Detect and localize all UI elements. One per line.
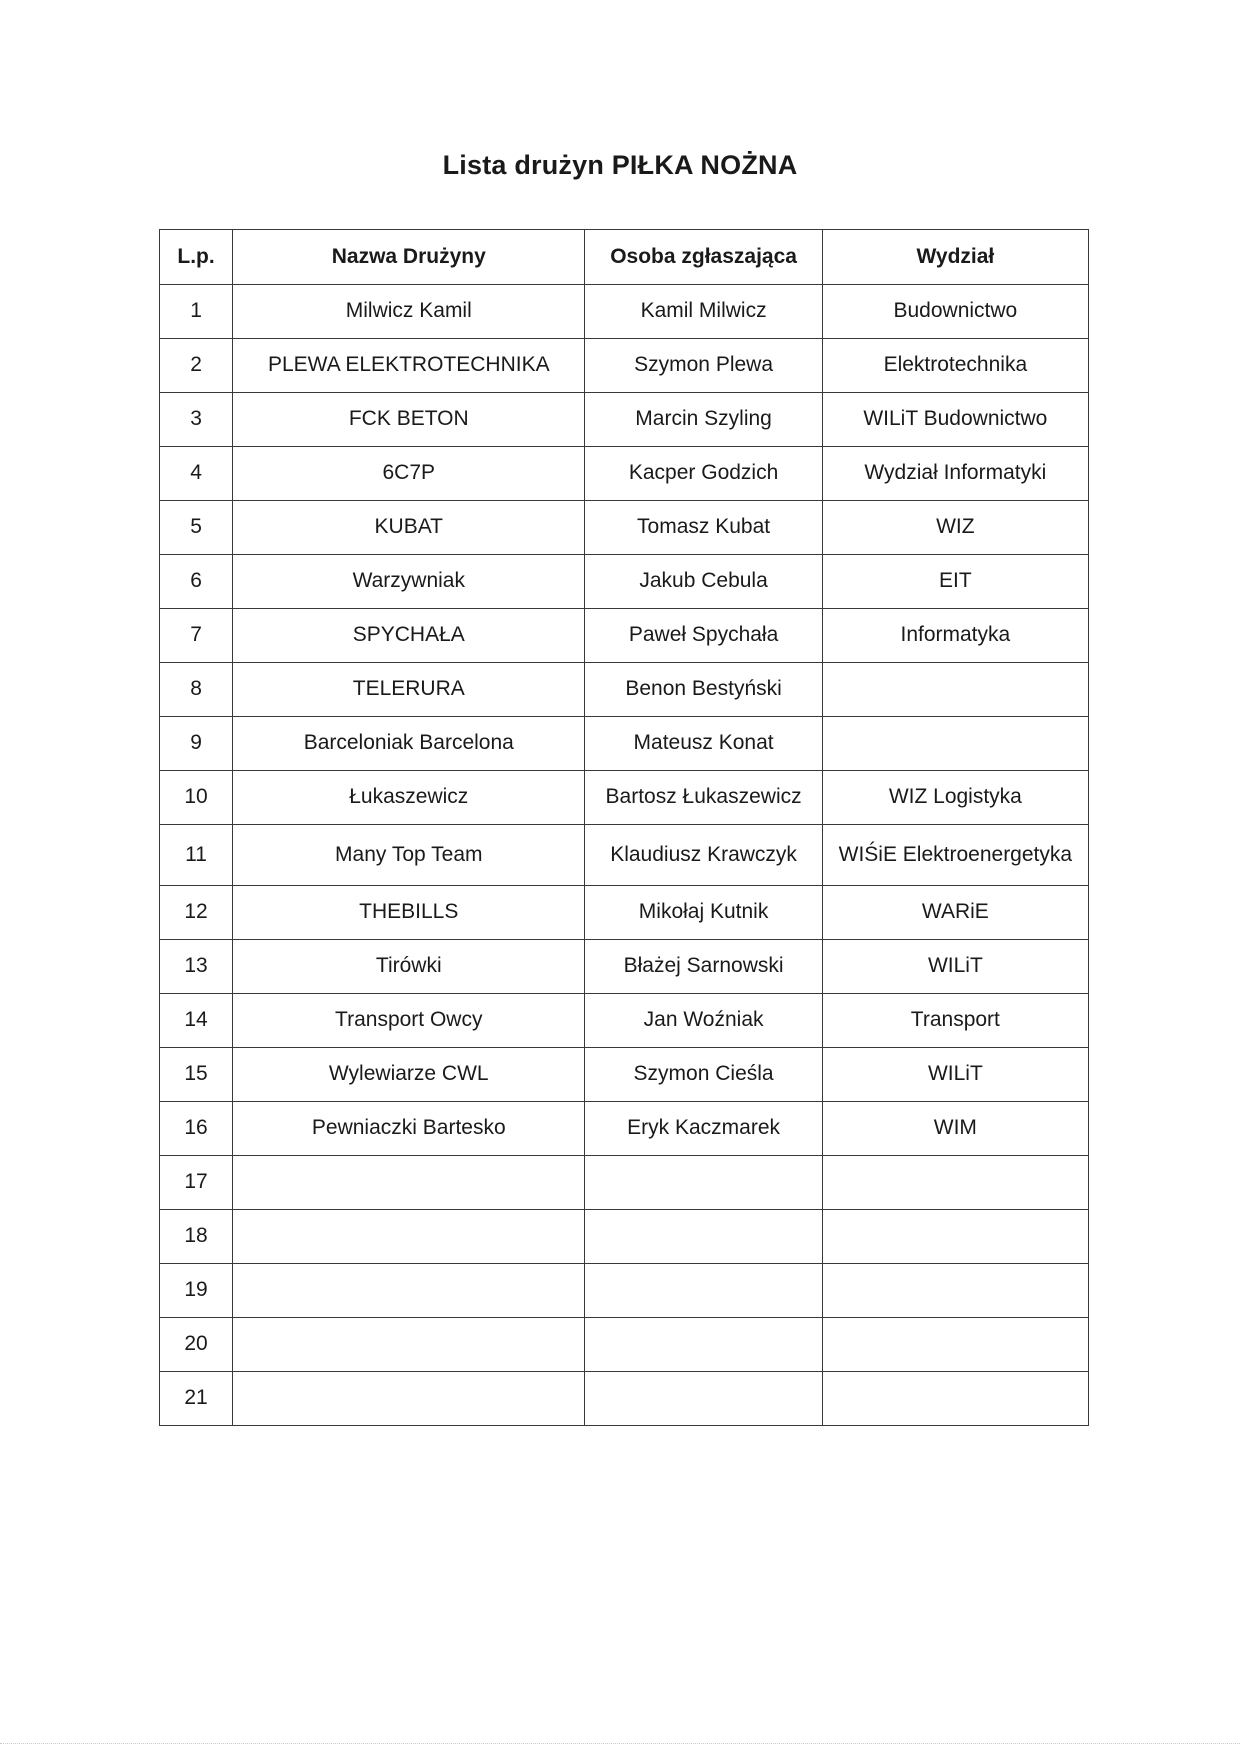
cell-reporting-person: Szymon Cieśla bbox=[585, 1048, 822, 1102]
cell-reporting-person: Paweł Spychała bbox=[585, 609, 822, 663]
table-row bbox=[160, 940, 1089, 994]
table-row bbox=[160, 717, 1089, 771]
cell-team-name: Many Top Team bbox=[233, 825, 585, 886]
cell-department bbox=[822, 663, 1088, 717]
cell-lp: 1 bbox=[160, 285, 233, 339]
cell-department bbox=[822, 1210, 1088, 1264]
cell-team-name: 6C7P bbox=[233, 447, 585, 501]
cell-lp: 2 bbox=[160, 339, 233, 393]
header-department: Wydział bbox=[822, 230, 1088, 285]
cell-reporting-person: Kacper Godzich bbox=[585, 447, 822, 501]
cell-team-name bbox=[233, 1156, 585, 1210]
table-row bbox=[160, 339, 1089, 393]
cell-lp: 13 bbox=[160, 940, 233, 994]
cell-department bbox=[822, 1156, 1088, 1210]
cell-team-name bbox=[233, 1372, 585, 1426]
cell-reporting-person: Tomasz Kubat bbox=[585, 501, 822, 555]
cell-reporting-person: Jan Woźniak bbox=[585, 994, 822, 1048]
cell-team-name: Tirówki bbox=[233, 940, 585, 994]
cell-department: WIZ Logistyka bbox=[822, 771, 1088, 825]
table-row bbox=[160, 609, 1089, 663]
cell-reporting-person: Bartosz Łukaszewicz bbox=[585, 771, 822, 825]
cell-department: Transport bbox=[822, 994, 1088, 1048]
table-row bbox=[160, 447, 1089, 501]
cell-department: EIT bbox=[822, 555, 1088, 609]
cell-team-name: SPYCHAŁA bbox=[233, 609, 585, 663]
table-row bbox=[160, 1048, 1089, 1102]
cell-department bbox=[822, 717, 1088, 771]
cell-reporting-person: Szymon Plewa bbox=[585, 339, 822, 393]
header-lp: L.p. bbox=[160, 230, 233, 285]
cell-lp: 14 bbox=[160, 994, 233, 1048]
table-row bbox=[160, 285, 1089, 339]
table-row bbox=[160, 1264, 1089, 1318]
cell-team-name bbox=[233, 1210, 585, 1264]
table-row bbox=[160, 1318, 1089, 1372]
cell-lp: 5 bbox=[160, 501, 233, 555]
cell-reporting-person: Klaudiusz Krawczyk bbox=[585, 825, 822, 886]
table-row bbox=[160, 1372, 1089, 1426]
table-row bbox=[160, 1102, 1089, 1156]
cell-lp: 21 bbox=[160, 1372, 233, 1426]
table-row bbox=[160, 886, 1089, 940]
table-row bbox=[160, 393, 1089, 447]
cell-department: Informatyka bbox=[822, 609, 1088, 663]
cell-reporting-person: Benon Bestyński bbox=[585, 663, 822, 717]
cell-lp: 19 bbox=[160, 1264, 233, 1318]
cell-reporting-person: Mateusz Konat bbox=[585, 717, 822, 771]
cell-lp: 15 bbox=[160, 1048, 233, 1102]
cell-reporting-person: Marcin Szyling bbox=[585, 393, 822, 447]
cell-team-name: KUBAT bbox=[233, 501, 585, 555]
cell-department bbox=[822, 1264, 1088, 1318]
cell-department: WIM bbox=[822, 1102, 1088, 1156]
cell-team-name: Wylewiarze CWL bbox=[233, 1048, 585, 1102]
cell-department: Budownictwo bbox=[822, 285, 1088, 339]
cell-lp: 9 bbox=[160, 717, 233, 771]
table-row bbox=[160, 1210, 1089, 1264]
cell-lp: 7 bbox=[160, 609, 233, 663]
cell-team-name: Pewniaczki Bartesko bbox=[233, 1102, 585, 1156]
cell-lp: 8 bbox=[160, 663, 233, 717]
cell-team-name: Transport Owcy bbox=[233, 994, 585, 1048]
cell-lp: 3 bbox=[160, 393, 233, 447]
table-row bbox=[160, 771, 1089, 825]
cell-lp: 17 bbox=[160, 1156, 233, 1210]
scan-edge-divider bbox=[0, 1743, 1240, 1744]
table-row bbox=[160, 555, 1089, 609]
table-row bbox=[160, 663, 1089, 717]
cell-department bbox=[822, 1318, 1088, 1372]
cell-department: WILiT Budownictwo bbox=[822, 393, 1088, 447]
cell-department: WILiT bbox=[822, 1048, 1088, 1102]
cell-reporting-person bbox=[585, 1156, 822, 1210]
cell-reporting-person: Błażej Sarnowski bbox=[585, 940, 822, 994]
cell-team-name: Milwicz Kamil bbox=[233, 285, 585, 339]
cell-department: WIZ bbox=[822, 501, 1088, 555]
cell-reporting-person: Jakub Cebula bbox=[585, 555, 822, 609]
cell-team-name bbox=[233, 1264, 585, 1318]
cell-team-name: FCK BETON bbox=[233, 393, 585, 447]
cell-department: WIŚiE Elektroenergetyka bbox=[822, 825, 1088, 886]
page-title: Lista drużyn PIŁKA NOŻNA bbox=[442, 150, 798, 180]
cell-department: Elektrotechnika bbox=[822, 339, 1088, 393]
cell-team-name: TELERURA bbox=[233, 663, 585, 717]
table-row bbox=[160, 994, 1089, 1048]
cell-lp: 6 bbox=[160, 555, 233, 609]
cell-team-name: PLEWA ELEKTROTECHNIKA bbox=[233, 339, 585, 393]
cell-department bbox=[822, 1372, 1088, 1426]
cell-team-name: THEBILLS bbox=[233, 886, 585, 940]
cell-team-name: Barceloniak Barcelona bbox=[233, 717, 585, 771]
cell-team-name bbox=[233, 1318, 585, 1372]
cell-reporting-person: Mikołaj Kutnik bbox=[585, 886, 822, 940]
header-team-name: Nazwa Drużyny bbox=[233, 230, 585, 285]
cell-reporting-person bbox=[585, 1318, 822, 1372]
cell-reporting-person bbox=[585, 1372, 822, 1426]
cell-lp: 16 bbox=[160, 1102, 233, 1156]
cell-department: WILiT bbox=[822, 940, 1088, 994]
cell-reporting-person bbox=[585, 1264, 822, 1318]
cell-reporting-person bbox=[585, 1210, 822, 1264]
cell-lp: 18 bbox=[160, 1210, 233, 1264]
cell-department: Wydział Informatyki bbox=[822, 447, 1088, 501]
table-row bbox=[160, 825, 1089, 886]
header-reporting-person: Osoba zgłaszająca bbox=[585, 230, 822, 285]
team-list-table bbox=[159, 229, 1089, 1426]
cell-lp: 4 bbox=[160, 447, 233, 501]
cell-lp: 11 bbox=[160, 825, 233, 886]
cell-reporting-person: Kamil Milwicz bbox=[585, 285, 822, 339]
table-row bbox=[160, 1156, 1089, 1210]
cell-team-name: Warzywniak bbox=[233, 555, 585, 609]
cell-lp: 12 bbox=[160, 886, 233, 940]
table-row bbox=[160, 501, 1089, 555]
cell-reporting-person: Eryk Kaczmarek bbox=[585, 1102, 822, 1156]
cell-lp: 20 bbox=[160, 1318, 233, 1372]
cell-team-name: Łukaszewicz bbox=[233, 771, 585, 825]
cell-lp: 10 bbox=[160, 771, 233, 825]
cell-department: WARiE bbox=[822, 886, 1088, 940]
table-header-row bbox=[160, 230, 1089, 285]
